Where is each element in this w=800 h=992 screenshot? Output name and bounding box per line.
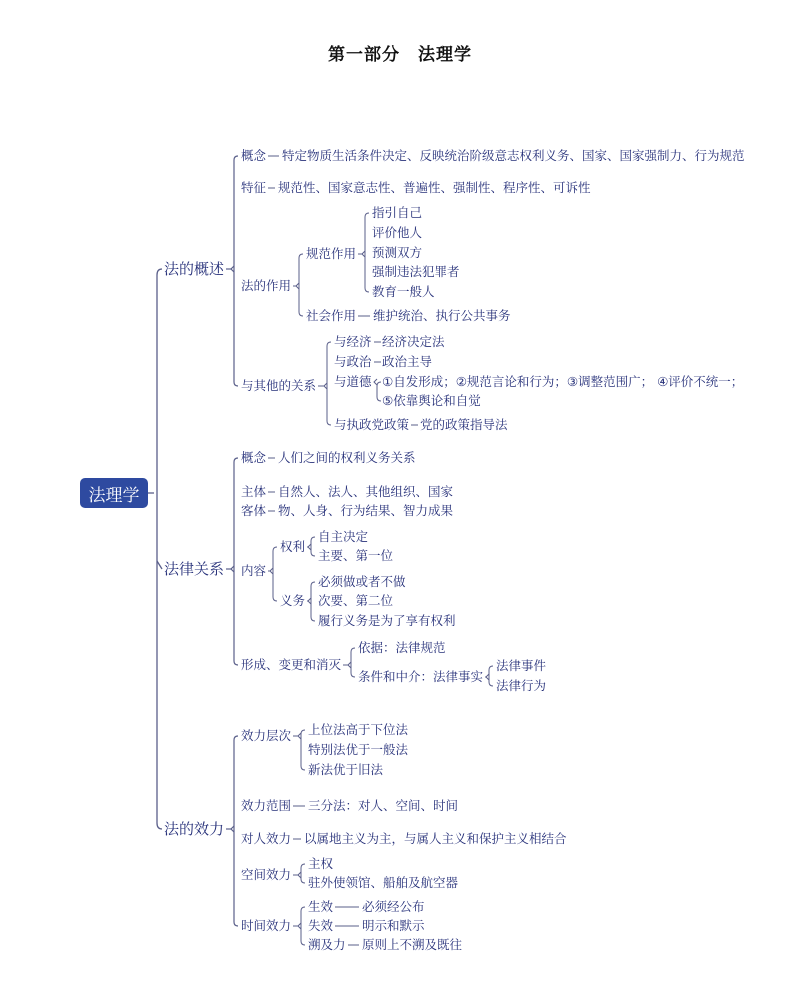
node-branch-1-3-1-2[interactable]: 履行义务是为了享有权利 [318, 613, 456, 628]
node-branch-0-1[interactable]: 特征 [241, 180, 267, 195]
node-branch-0-3[interactable]: 与其他的关系 [241, 378, 317, 393]
node-branch-1-1[interactable]: 主体 [241, 484, 267, 499]
node-branch-2-4-2[interactable]: 溯及力 [308, 937, 346, 952]
node-branch-1-3-0-1[interactable]: 主要、第一位 [318, 548, 394, 563]
node-branch-1-4-1[interactable]: 条件和中介：法律事实 [358, 669, 484, 684]
node-branch-0-2-0[interactable]: 规范作用 [306, 246, 357, 261]
node-branch-1-2[interactable]: 客体 [241, 503, 267, 518]
node-branch-1-3-1-0[interactable]: 必须做或者不做 [318, 574, 406, 589]
node-branch-1-3-0[interactable]: 权利 [280, 539, 306, 554]
connector-26 [377, 382, 381, 401]
node-branch-0-3-3[interactable]: 与执政党政策 [334, 417, 410, 432]
node-branch-2-2-0[interactable]: 以属地主义为主，与属人主义和保护主义相结合 [304, 831, 567, 846]
node-branch-0-3-3-0[interactable]: 党的政策指导法 [420, 417, 508, 432]
node-branch-2-3-1[interactable]: 驻外使领馆、船舶及航空器 [308, 875, 459, 890]
node-branch-2-4-1[interactable]: 失效 [308, 918, 334, 933]
node-branch-2-4-0-0[interactable]: 必须经公布 [362, 899, 425, 914]
node-branch-1-3-0-0[interactable]: 自主决定 [318, 529, 369, 544]
connector-58 [301, 730, 305, 770]
connector-11 [299, 254, 303, 316]
node-branch-0[interactable]: 法的概述 [164, 260, 225, 278]
node-branch-1[interactable]: 法律关系 [164, 560, 225, 578]
node-branch-0-2-0-2[interactable]: 预测双方 [372, 245, 423, 260]
node-branch-2-4-0[interactable]: 生效 [308, 899, 334, 914]
node-branch-2[interactable]: 法的效力 [164, 820, 225, 838]
root-node[interactable]: 法理学 [80, 478, 148, 508]
node-branch-0-3-1[interactable]: 与政治 [334, 354, 372, 369]
node-branch-2-3-0[interactable]: 主权 [308, 856, 334, 871]
node-branch-1-3-1[interactable]: 义务 [280, 593, 306, 608]
node-branch-0-3-0-0[interactable]: 经济决定法 [382, 334, 445, 349]
node-branch-2-1[interactable]: 效力范围 [241, 798, 292, 813]
node-branch-1-0[interactable]: 概念 [241, 450, 267, 465]
connector-14 [365, 213, 369, 292]
node-branch-1-4-0[interactable]: 依据：法律规范 [358, 640, 446, 655]
node-branch-2-2[interactable]: 对人效力 [241, 831, 292, 846]
node-branch-2-4[interactable]: 时间效力 [241, 918, 292, 933]
node-branch-1-4-1-0[interactable]: 法律事件 [496, 658, 547, 673]
node-branch-0-3-2-1[interactable]: ⑤依靠舆论和自觉 [382, 393, 481, 408]
connector-52 [489, 666, 493, 686]
connector-4 [234, 156, 238, 386]
node-branch-0-2-1-0[interactable]: 维护统治、执行公共事务 [373, 308, 511, 323]
node-branch-2-0-0[interactable]: 上位法高于下位法 [308, 722, 409, 737]
node-branch-2-0-2[interactable]: 新法优于旧法 [308, 762, 384, 777]
node-branch-0-2-0-0[interactable]: 指引自己 [372, 205, 423, 220]
node-branch-2-4-1-0[interactable]: 明示和默示 [362, 918, 425, 933]
node-branch-1-1-0[interactable]: 自然人、法人、其他组织、国家 [278, 484, 454, 499]
node-branch-2-0-1[interactable]: 特别法优于一般法 [308, 742, 409, 757]
node-branch-0-0-0[interactable]: 特定物质生活条件决定、反映统治阶级意志权利义务、国家、国家强制力、行为规范 [282, 148, 745, 163]
node-branch-0-2-0-1[interactable]: 评价他人 [372, 225, 423, 240]
connector-31 [234, 458, 238, 665]
node-branch-0-2[interactable]: 法的作用 [241, 278, 292, 293]
node-branch-1-3[interactable]: 内容 [241, 563, 267, 578]
node-branch-0-0[interactable]: 概念 [241, 148, 267, 163]
connector-27 [374, 379, 377, 385]
connector-40 [273, 547, 277, 601]
node-branch-0-2-0-4[interactable]: 教育一般人 [372, 284, 435, 299]
connector-49 [351, 648, 355, 677]
node-branch-2-0[interactable]: 效力层次 [241, 728, 292, 743]
node-branch-0-3-1-0[interactable]: 政治主导 [382, 354, 433, 369]
node-branch-2-1-0[interactable]: 三分法：对人、空间、时间 [308, 798, 459, 813]
node-branch-0-2-0-3[interactable]: 强制违法犯罪者 [372, 264, 460, 279]
node-branch-0-3-2[interactable]: 与道德 [334, 374, 372, 389]
node-branch-2-4-2-0[interactable]: 原则上不溯及既往 [362, 937, 463, 952]
node-branch-0-3-2-0[interactable]: ①自发形成；②规范言论和行为；③调整范围广； ④评价不统一； [382, 374, 744, 389]
connector-43 [311, 537, 315, 556]
node-branch-1-3-1-1[interactable]: 次要、第二位 [318, 593, 394, 608]
node-branch-0-3-0[interactable]: 与经济 [334, 334, 372, 349]
connector-2 [157, 561, 162, 569]
node-branch-1-4-1-1[interactable]: 法律行为 [496, 678, 547, 693]
page-title: 第一部分 法理学 [328, 45, 472, 65]
connector-46 [311, 582, 315, 621]
connector-1 [157, 269, 162, 829]
node-branch-1-4[interactable]: 形成、变更和消灭 [241, 657, 342, 672]
node-branch-0-1-0[interactable]: 规范性、国家意志性、普遍性、强制性、程序性、可诉性 [278, 180, 591, 195]
node-branch-0-2-1[interactable]: 社会作用 [306, 308, 357, 323]
node-branch-2-3[interactable]: 空间效力 [241, 867, 292, 882]
node-branch-1-0-0[interactable]: 人们之间的权利义务关系 [278, 450, 416, 465]
connector-19 [327, 342, 331, 425]
node-branch-1-2-0[interactable]: 物、人身、行为结果、智力成果 [278, 503, 454, 518]
connector-65 [301, 864, 305, 883]
connector-55 [234, 736, 238, 926]
connector-68 [301, 907, 305, 945]
